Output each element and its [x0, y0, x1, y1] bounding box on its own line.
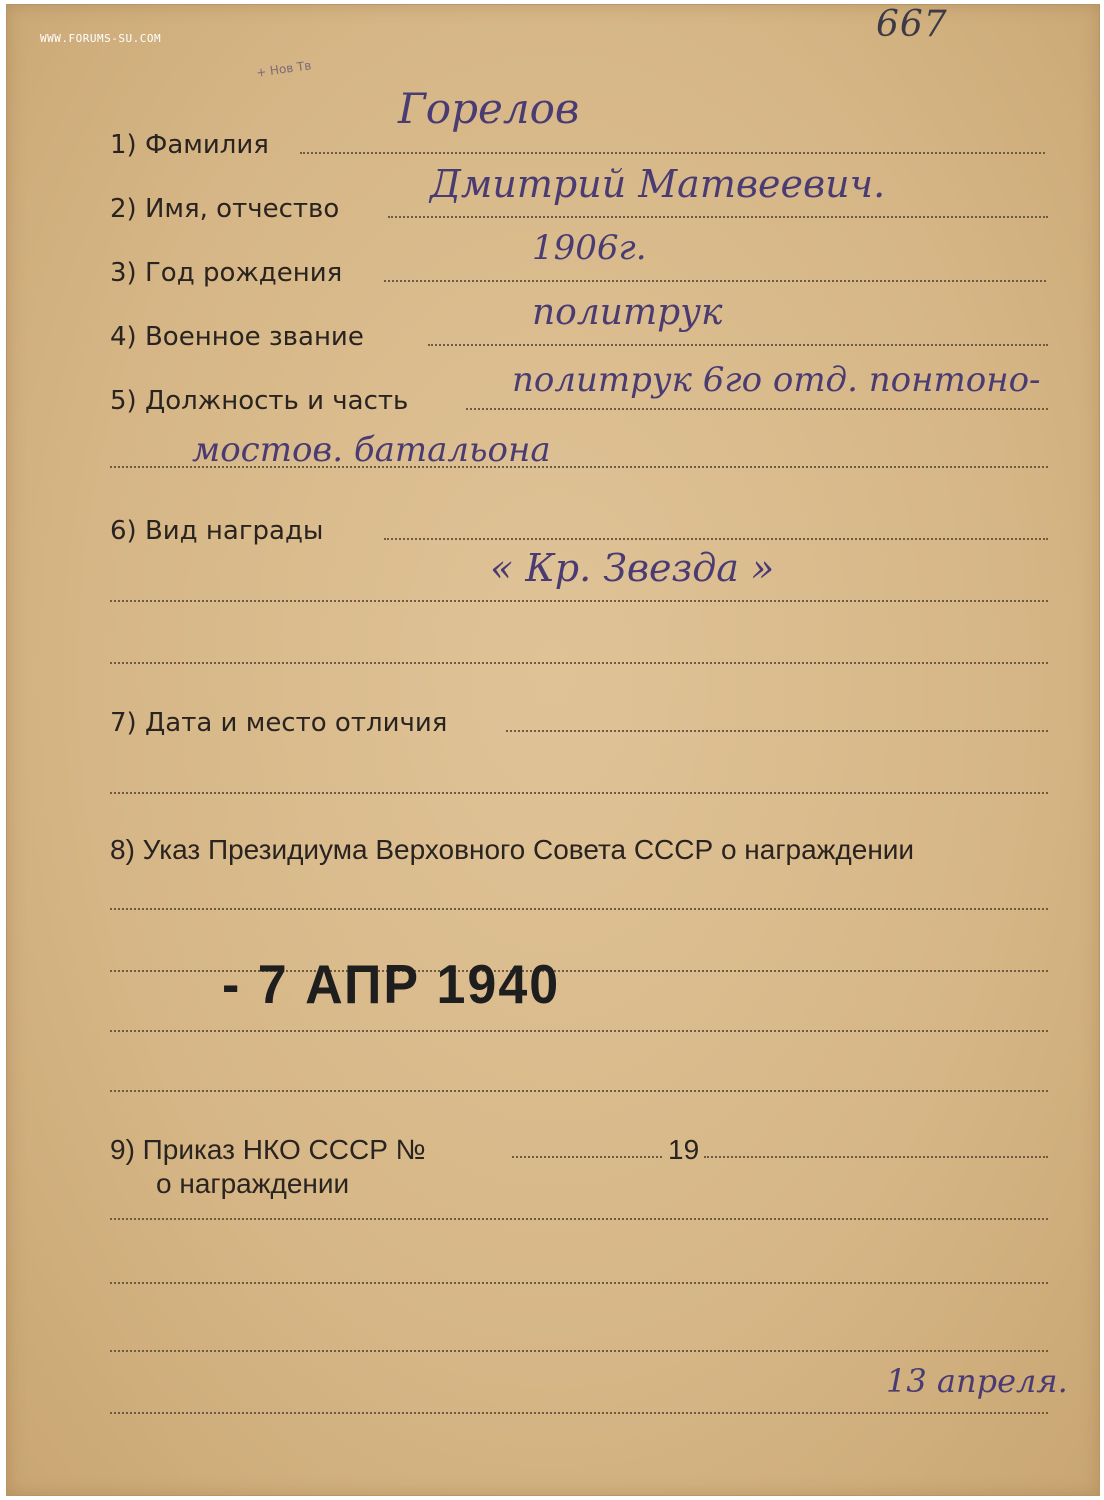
field-line — [428, 344, 1048, 346]
field-value-surname: Горелов — [398, 84, 580, 133]
field-value-birth-year: 1906г. — [532, 228, 647, 268]
field-label-name: 2) Имя, отчество — [110, 194, 340, 224]
field-line — [704, 1156, 1048, 1158]
field-line — [110, 1030, 1048, 1032]
field-line — [506, 730, 1048, 732]
field-value-position-unit-continued: мостов. батальона — [192, 430, 551, 470]
footer-note: 13 апреля. — [886, 1362, 1068, 1400]
field-value-award-type: « Кр. Звезда » — [490, 546, 775, 590]
catalog-number: 667 — [876, 4, 948, 45]
faint-note: + Нов Тв — [255, 58, 313, 80]
field-line — [384, 280, 1046, 282]
field-label-rank: 4) Военное звание — [110, 322, 364, 352]
field-label-decree: 8) Указ Президиума Верховного Совета СССР о награждении — [110, 834, 915, 865]
watermark-text: WWW.FORUMS-SU.COM — [40, 32, 162, 45]
field-order-year-prefix: 19 — [668, 1134, 700, 1165]
field-line — [300, 152, 1045, 154]
field-label-order: 9) Приказ НКО СССР № — [110, 1134, 426, 1165]
field-label-surname: 1) Фамилия — [110, 130, 269, 160]
field-value-position-unit: политрук 6го отд. понтоно- — [512, 360, 1041, 400]
field-line — [110, 1350, 1048, 1352]
field-label-order-line2: о награждении — [156, 1168, 350, 1199]
field-line — [110, 466, 1048, 468]
field-label-date-place: 7) Дата и место отличия — [110, 708, 448, 738]
field-line — [110, 1412, 1048, 1414]
field-line — [384, 538, 1048, 540]
field-line — [110, 600, 1048, 602]
field-value-name: Дмитрий Матвеевич. — [430, 162, 886, 206]
field-line — [512, 1156, 662, 1158]
field-line — [110, 1282, 1048, 1284]
field-line — [466, 408, 1048, 410]
field-line — [110, 908, 1048, 910]
date-stamp: - 7 АПР 1940 — [222, 954, 561, 1016]
field-line — [110, 1090, 1048, 1092]
field-label-award-type: 6) Вид награды — [110, 516, 324, 546]
field-line — [110, 662, 1048, 664]
field-line — [110, 1218, 1048, 1220]
field-value-rank: политрук — [532, 292, 723, 333]
field-line — [110, 792, 1048, 794]
field-label-position-unit: 5) Должность и часть — [110, 386, 409, 416]
field-line — [388, 216, 1048, 218]
field-label-birth-year: 3) Год рождения — [110, 258, 343, 288]
